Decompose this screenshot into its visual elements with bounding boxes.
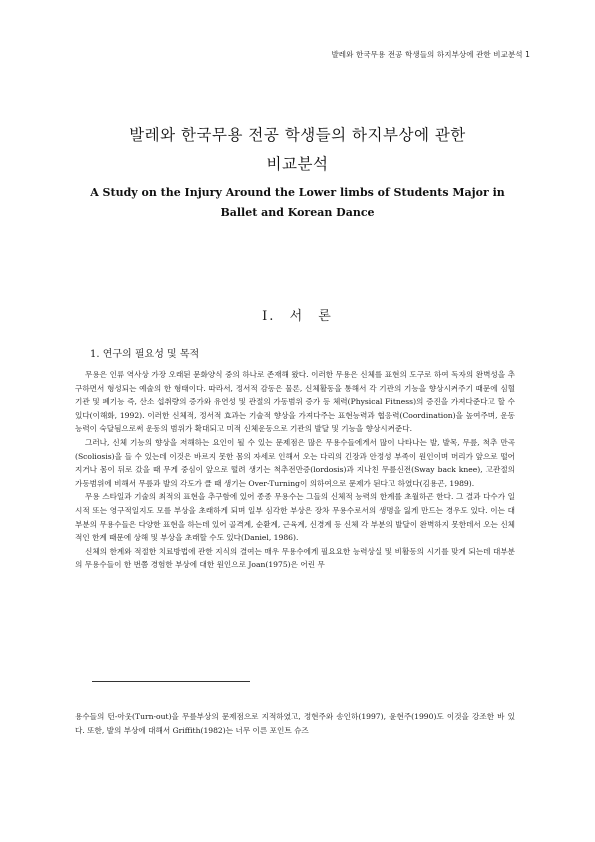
section-heading — [0, 305, 595, 324]
paragraph: 무용은 인류 역사상 가장 오래된 문화양식 중의 하나로 존재해 왔다. 이러한 무용은 신체를 표현의 도구로 하여 독자의 완벽성을 추구하면서 형성되는 예술의 한 형태이다. 따라서, 정서적 감동은 물론, 신체활동을 통해서 각 기관의 기능을 향상시켜주기 때문에 심혈기관 및 폐기능 즉, 산소 섭취량의 증가와 유연성 및 관절의 가동범위 증가 등 체력(Physical Fitness)의 증진을 가져다준다고 할 수 있다(이해화, 1992). 이러한 신체적, 정서적 효과는 기술적 향상을 가져다주는 표현능력과 협응력(Coordination)을 높여주며, 운동능력이 숙달됨으로써 운동의 범위가 확대되고 미적 신체운동으로 기관의 발달 및 기능을 향상시켜준다. — [75, 370, 515, 434]
section-number: Ⅰ. — [262, 309, 276, 324]
paragraph: 그러나, 신체 기능의 향상을 저해하는 요인이 될 수 있는 문제점은 많은 무용수들에게서 많이 나타나는 발, 발목, 무릎, 척추 만곡(Scoliosis)을 들 수 있는데 이것은 바르지 못한 몸의 자세로 인해서 오는 다리의 긴장과 안정성 부족이 원인이며 머리가 앞으로 떨어지거나 몸이 뒤로 갔을 때 무게 중심이 앞으로 떨려 생기는 척추전만증(lordosis)과 지나친 무릎신전(Sway back knee), 고관절의 가동범위에 비해서 무릎과 발의 각도가 클 때 생기는 Over-Turning이 의하여으로 문제가 된다고 하였다(김용곤, 1989). — [75, 437, 515, 488]
paragraph: 무용 스타일과 기술의 최적의 표현을 추구함에 있어 종종 무용수는 그들의 신체적 능력의 한계를 초월하곤 한다. 그 결과 다수가 일시적 또는 영구적일지도 모를 부상을 초래하게 되며 일부 심각한 부상은 장차 무용수로서의 생명을 잃게 만드는 경우도 있다. 이는 대부분의 무용수들은 다양한 표현을 하는데 있어 골격계, 순환계, 근육계, 신경계 등 신체 각 부분의 발달이 완벽하지 못한데서 오는 신체적인 한계 때문에 상해 및 부상을 초래할 수도 있다(Daniel, 1986). — [75, 492, 515, 543]
english-title-line-2: Ballet and Korean Dance — [220, 206, 375, 219]
paragraph-continued: 용수들의 턴-아웃(Turn-out)을 무릎부상의 문제점으로 지적하였고, 정현주와 송인하(1997), 윤현주(1990)도 이것을 강조한 바 있다. 또한, 발의 부상에 대해서 Griffith(1982)는 너무 이른 포인트 슈즈 — [75, 712, 515, 735]
korean-title-line-1: 발레와 한국무용 전공 학생들의 하지부상에 관한 — [129, 126, 466, 144]
paragraph: 신체의 한계와 적절한 치료방법에 관한 지식의 결여는 매우 무용수에게 필요요한 능력상실 및 비활동의 시기를 맞게 되는데 대부분의 무용수들이 한 번쯤 경험한 부상에 대한 원인으로 Joan(1975)은 어린 무 — [75, 546, 515, 570]
continued-text — [75, 710, 515, 737]
english-title-line-1: A Study on the Injury Around the Lower limbs of Students Major in — [90, 186, 505, 199]
body-text — [75, 368, 515, 572]
section-title-part-2: 론 — [318, 309, 333, 324]
korean-title-line-2: 비교분석 — [266, 155, 329, 173]
footnote-divider — [92, 681, 250, 682]
running-header: 발레와 한국무용 전공 학생들의 하지부상에 관한 비교분석 1 — [331, 50, 530, 59]
subsection-heading: 1. 연구의 필요성 및 목적 — [90, 349, 200, 360]
section-title-part-1: 서 — [289, 309, 305, 324]
